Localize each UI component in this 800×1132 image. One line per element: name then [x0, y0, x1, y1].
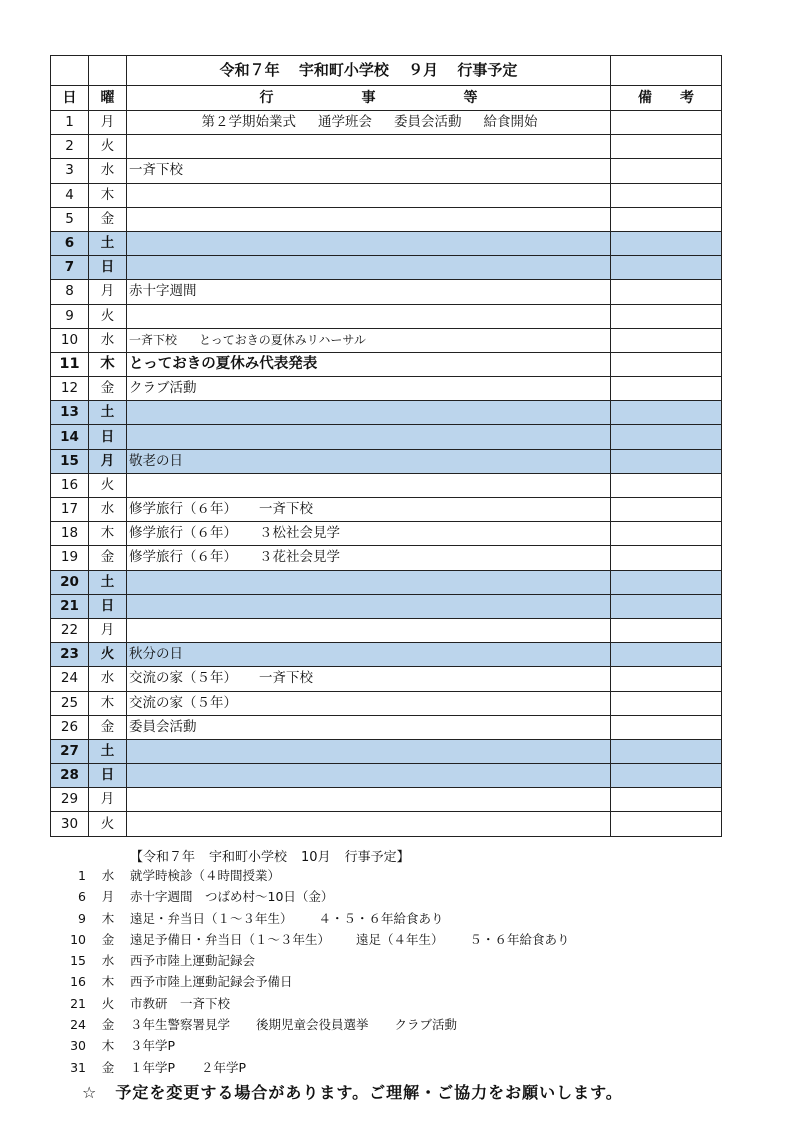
notes-cell: [611, 739, 722, 763]
title-row: [51, 56, 722, 86]
event-item: 給食開始: [483, 114, 538, 131]
weekday-cell: 日: [89, 594, 127, 618]
events-cell: [127, 159, 611, 183]
table-row: [51, 812, 722, 836]
day-cell: 20: [51, 570, 89, 594]
oct-event: 遠足・弁当日（１～３年生）: [130, 910, 293, 926]
oct-title-era: 【令和７年: [130, 850, 196, 865]
events-cell: [127, 618, 611, 642]
list-item: [60, 886, 570, 907]
event-item: 通学班会: [318, 114, 372, 131]
october-title: [130, 846, 410, 865]
notes-cell: [611, 304, 722, 328]
events-cell: [127, 788, 611, 812]
table-row: [51, 256, 722, 280]
col-header-events-char: 等: [463, 89, 478, 106]
events-cell: [127, 449, 611, 473]
weekday-cell: 土: [89, 739, 127, 763]
oct-weekday: 金: [101, 1059, 115, 1075]
notes-cell: [611, 594, 722, 618]
events-cell: [127, 691, 611, 715]
day-cell: 24: [51, 667, 89, 691]
title-label: 行事予定: [457, 61, 518, 79]
list-item: [60, 950, 570, 971]
table-row: [51, 183, 722, 207]
oct-day: 21: [70, 995, 86, 1011]
notes-cell: [611, 207, 722, 231]
table-row: [51, 377, 722, 401]
notes-cell: [611, 788, 722, 812]
table-row: [51, 691, 722, 715]
event-item: 修学旅行（６年）: [129, 525, 237, 542]
table-row: [51, 231, 722, 255]
col-header-notes: [611, 86, 722, 111]
table-row: [51, 643, 722, 667]
september-schedule-table: [50, 55, 722, 837]
oct-day: 30: [70, 1038, 86, 1054]
oct-event: 就学時検診（４時間授業）: [130, 868, 281, 883]
list-item: [60, 908, 570, 929]
events-cell: [127, 183, 611, 207]
day-cell: 19: [51, 546, 89, 570]
events-cell: [127, 667, 611, 691]
notes-cell: [611, 135, 722, 159]
oct-title-label: 行事予定】: [344, 850, 410, 865]
table-row: [51, 667, 722, 691]
weekday-cell: 火: [89, 135, 127, 159]
events-cell: [127, 207, 611, 231]
notes-cell: [611, 328, 722, 352]
notes-cell: [611, 764, 722, 788]
events-cell: [127, 643, 611, 667]
day-cell: 12: [51, 377, 89, 401]
events-cell: [127, 812, 611, 836]
table-row: [51, 473, 722, 497]
table-row: [51, 449, 722, 473]
notes-cell: [611, 449, 722, 473]
oct-weekday: 水: [101, 868, 115, 883]
table-row: [51, 546, 722, 570]
notes-cell: [611, 691, 722, 715]
oct-event: ２年学P: [201, 1059, 247, 1075]
october-schedule-list: [60, 865, 570, 1078]
weekday-cell: 火: [89, 473, 127, 497]
weekday-cell: 金: [89, 546, 127, 570]
oct-event: 赤十字週間 つばめ村～10日（金）: [130, 889, 334, 905]
oct-weekday: 木: [101, 974, 115, 990]
title-school: 宇和町小学校: [298, 61, 389, 79]
notes-cell: [611, 667, 722, 691]
events-cell: [127, 522, 611, 546]
events-cell: [127, 594, 611, 618]
table-row: [51, 425, 722, 449]
table-row: [51, 159, 722, 183]
col-header-events-char: 事: [361, 89, 376, 106]
oct-day: 24: [70, 1017, 86, 1033]
table-row: [51, 401, 722, 425]
table-row: [51, 498, 722, 522]
oct-title-month: 10月: [301, 850, 331, 865]
notes-cell: [611, 377, 722, 401]
table-row: [51, 352, 722, 376]
table-row: [51, 739, 722, 763]
day-cell: 15: [51, 449, 89, 473]
day-cell: 11: [51, 352, 89, 376]
weekday-cell: 土: [89, 570, 127, 594]
event-item: とっておきの夏休みリハーサル: [199, 332, 366, 347]
notes-cell: [611, 643, 722, 667]
notes-cell: [611, 425, 722, 449]
notes-cell: [611, 352, 722, 376]
footer-notice: [82, 1080, 623, 1103]
oct-weekday: 水: [101, 953, 115, 969]
weekday-cell: 火: [89, 304, 127, 328]
title-blank-day: [51, 56, 89, 86]
table-row: [51, 111, 722, 135]
weekday-cell: 月: [89, 618, 127, 642]
list-item: [60, 971, 570, 992]
event-item: 敬老の日: [129, 452, 183, 469]
oct-event: 西予市陸上運動記録会予備日: [130, 974, 293, 990]
col-header-events-char: 行: [259, 89, 274, 106]
oct-day: 1: [78, 868, 86, 883]
table-row: [51, 618, 722, 642]
column-header-row: [51, 86, 722, 111]
day-cell: 4: [51, 183, 89, 207]
weekday-cell: 金: [89, 377, 127, 401]
notes-cell: [611, 522, 722, 546]
list-item: [60, 865, 570, 886]
list-item: [60, 929, 570, 950]
table-row: [51, 570, 722, 594]
weekday-cell: 日: [89, 256, 127, 280]
day-cell: 25: [51, 691, 89, 715]
events-cell: [127, 135, 611, 159]
oct-weekday: 月: [101, 889, 115, 905]
col-header-events: [127, 86, 611, 111]
table-row: [51, 594, 722, 618]
oct-weekday: 金: [101, 931, 115, 947]
table-row: [51, 715, 722, 739]
oct-day: 16: [70, 974, 86, 990]
notes-cell: [611, 473, 722, 497]
weekday-cell: 水: [89, 498, 127, 522]
day-cell: 22: [51, 618, 89, 642]
weekday-cell: 日: [89, 764, 127, 788]
table-row: [51, 788, 722, 812]
event-item: 一斉下校: [129, 332, 178, 347]
events-cell: [127, 280, 611, 304]
notes-cell: [611, 812, 722, 836]
weekday-cell: 水: [89, 667, 127, 691]
day-cell: 10: [51, 328, 89, 352]
notes-cell: [611, 715, 722, 739]
event-item: 秋分の日: [129, 646, 183, 663]
weekday-cell: 月: [89, 449, 127, 473]
oct-day: 6: [78, 889, 86, 905]
weekday-cell: 金: [89, 207, 127, 231]
weekday-cell: 水: [89, 159, 127, 183]
event-item: 一斉下校: [259, 670, 313, 687]
oct-event: クラブ活動: [394, 1017, 458, 1033]
day-cell: 26: [51, 715, 89, 739]
event-item: 交流の家（５年）: [129, 670, 237, 687]
day-cell: 1: [51, 111, 89, 135]
weekday-cell: 木: [89, 352, 127, 376]
day-cell: 28: [51, 764, 89, 788]
page-title: [127, 56, 611, 86]
events-cell: [127, 570, 611, 594]
events-cell: [127, 256, 611, 280]
day-cell: 5: [51, 207, 89, 231]
event-item: クラブ活動: [129, 380, 197, 397]
notes-cell: [611, 546, 722, 570]
weekday-cell: 火: [89, 643, 127, 667]
weekday-cell: 日: [89, 425, 127, 449]
notes-cell: [611, 280, 722, 304]
list-item: [60, 1014, 570, 1035]
oct-event: ３年学P: [130, 1038, 176, 1054]
col-header-notes-char: 備: [638, 89, 652, 106]
oct-event: 遠足（４年生）: [356, 931, 444, 947]
day-cell: 30: [51, 812, 89, 836]
event-item: 一斉下校: [259, 501, 313, 518]
day-cell: 14: [51, 425, 89, 449]
title-month: ９月: [408, 61, 439, 79]
weekday-cell: 火: [89, 812, 127, 836]
table-row: [51, 135, 722, 159]
notes-cell: [611, 256, 722, 280]
list-item: [60, 993, 570, 1014]
notes-cell: [611, 401, 722, 425]
event-item: 委員会活動: [129, 718, 197, 735]
col-header-weekday: 曜: [89, 86, 127, 111]
oct-day: 15: [70, 953, 86, 969]
weekday-cell: 月: [89, 111, 127, 135]
weekday-cell: 月: [89, 280, 127, 304]
events-cell: [127, 352, 611, 376]
oct-day: 10: [70, 931, 86, 947]
oct-day: 9: [78, 910, 86, 926]
notes-cell: [611, 498, 722, 522]
list-item: [60, 1057, 570, 1078]
event-item: とっておきの夏休み代表発表: [129, 355, 318, 372]
oct-weekday: 火: [101, 995, 115, 1011]
day-cell: 9: [51, 304, 89, 328]
oct-event: １年学P: [130, 1059, 176, 1075]
events-cell: [127, 498, 611, 522]
oct-event: 西予市陸上運動記録会: [130, 953, 256, 969]
event-item: 一斉下校: [129, 162, 183, 179]
event-item: 修学旅行（６年）: [129, 549, 237, 566]
oct-event: ４・５・６年給食あり: [318, 910, 444, 926]
oct-event: ５・６年給食あり: [469, 931, 570, 947]
notes-cell: [611, 111, 722, 135]
event-item: 交流の家（５年）: [129, 694, 237, 711]
weekday-cell: 月: [89, 788, 127, 812]
events-cell: [127, 231, 611, 255]
oct-event: 後期児童会役員選挙: [256, 1017, 369, 1033]
day-cell: 16: [51, 473, 89, 497]
list-item: [60, 1035, 570, 1056]
col-header-notes-char: 考: [680, 89, 694, 106]
event-item: ３花社会見学: [259, 549, 340, 566]
events-cell: [127, 425, 611, 449]
day-cell: 18: [51, 522, 89, 546]
day-cell: 2: [51, 135, 89, 159]
day-cell: 29: [51, 788, 89, 812]
table-row: [51, 764, 722, 788]
notes-cell: [611, 231, 722, 255]
events-cell: [127, 304, 611, 328]
table-row: [51, 328, 722, 352]
day-cell: 17: [51, 498, 89, 522]
day-cell: 7: [51, 256, 89, 280]
col-header-day: 日: [51, 86, 89, 111]
oct-title-school: 宇和町小学校: [209, 850, 288, 865]
weekday-cell: 木: [89, 691, 127, 715]
day-cell: 8: [51, 280, 89, 304]
oct-weekday: 金: [101, 1017, 115, 1033]
weekday-cell: 土: [89, 231, 127, 255]
oct-weekday: 木: [101, 1038, 115, 1054]
notes-cell: [611, 159, 722, 183]
star-icon: ☆: [82, 1083, 98, 1102]
table-row: [51, 304, 722, 328]
events-cell: [127, 764, 611, 788]
weekday-cell: 土: [89, 401, 127, 425]
events-cell: [127, 473, 611, 497]
events-cell: [127, 328, 611, 352]
table-row: [51, 280, 722, 304]
event-item: 第２学期始業式: [201, 114, 296, 131]
day-cell: 23: [51, 643, 89, 667]
day-cell: 21: [51, 594, 89, 618]
oct-event: 市教研 一斉下校: [130, 995, 231, 1011]
day-cell: 6: [51, 231, 89, 255]
events-cell: [127, 401, 611, 425]
title-blank-notes: [611, 56, 722, 86]
oct-event: ３年生警察署見学: [130, 1017, 231, 1033]
notes-cell: [611, 618, 722, 642]
table-row: [51, 522, 722, 546]
weekday-cell: 水: [89, 328, 127, 352]
events-cell: [127, 715, 611, 739]
weekday-cell: 木: [89, 183, 127, 207]
event-item: 委員会活動: [394, 114, 462, 131]
notes-cell: [611, 570, 722, 594]
notes-cell: [611, 183, 722, 207]
oct-weekday: 木: [101, 910, 115, 926]
events-cell: [127, 739, 611, 763]
oct-event: 遠足予備日・弁当日（１～３年生）: [130, 931, 331, 947]
footer-message: 予定を変更する場合があります。ご理解・ご協力をお願いします。: [115, 1083, 623, 1102]
day-cell: 13: [51, 401, 89, 425]
table-row: [51, 207, 722, 231]
weekday-cell: 金: [89, 715, 127, 739]
day-cell: 3: [51, 159, 89, 183]
events-cell: [127, 377, 611, 401]
events-cell: [127, 546, 611, 570]
weekday-cell: 木: [89, 522, 127, 546]
oct-day: 31: [70, 1059, 86, 1075]
event-item: 赤十字週間: [129, 283, 197, 300]
event-item: ３松社会見学: [259, 525, 340, 542]
events-cell: [127, 111, 611, 135]
title-era: 令和７年: [219, 61, 280, 79]
day-cell: 27: [51, 739, 89, 763]
title-blank-weekday: [89, 56, 127, 86]
event-item: 修学旅行（６年）: [129, 501, 237, 518]
